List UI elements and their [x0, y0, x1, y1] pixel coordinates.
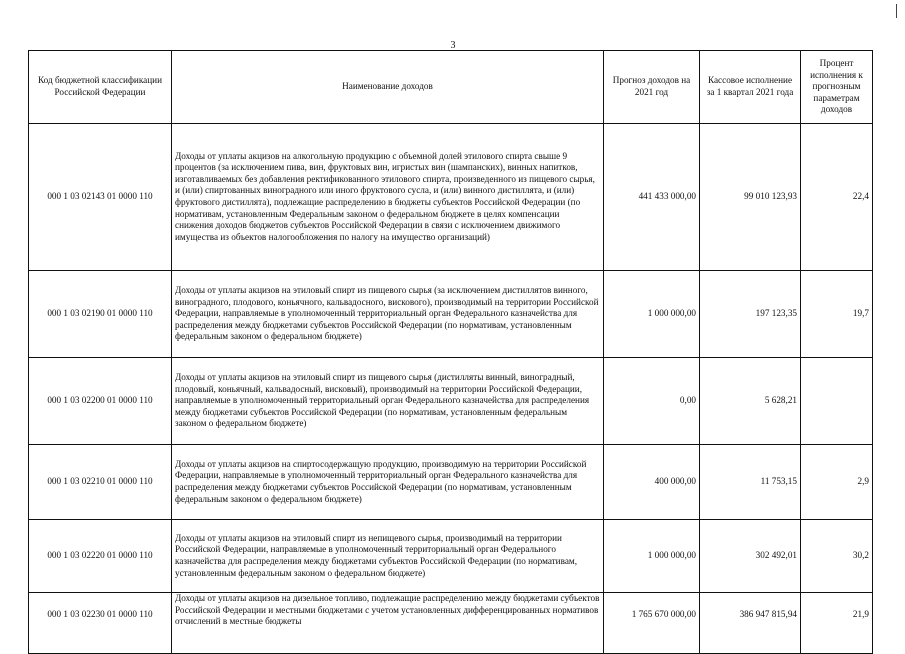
row-name: Доходы от уплаты акцизов на спиртосодержащую продукцию, производимую на территории Российской Федерации, направляемые в уполномоченный территориальный орган Федерального казначейства для распределения между бюджетами субъектов Российской Федерации (по нормативам, установленным федеральным законом о федеральном бюджете) — [172, 445, 604, 520]
revenue-table — [28, 50, 873, 654]
header-name: Наименование доходов — [172, 51, 604, 124]
row-code: 000 1 03 02200 01 0000 110 — [29, 358, 172, 445]
table-row — [29, 358, 873, 445]
row-percent — [801, 358, 873, 445]
row-code: 000 1 03 02143 01 0000 110 — [29, 124, 172, 271]
table-row — [29, 445, 873, 520]
row-cash: 197 123,35 — [700, 271, 801, 358]
row-cash: 302 492,01 — [700, 520, 801, 593]
row-forecast: 441 433 000,00 — [604, 124, 700, 271]
row-percent: 30,2 — [801, 520, 873, 593]
row-name: Доходы от уплаты акцизов на этиловый спирт из непищевого сырья, производимый на территории Российской Федерации, направляемые в уполномоченный территориальный орган Федерального казначейства для распределения между бюджетами субъектов Российской Федерации (по нормативам, установленным федеральным законом о федеральном бюджете) — [172, 520, 604, 593]
row-forecast: 0,00 — [604, 358, 700, 445]
table-header-row — [29, 51, 873, 124]
margin-mark — [896, 4, 897, 18]
row-percent: 22,4 — [801, 124, 873, 271]
header-cash: Кассовое исполнение за 1 квартал 2021 года — [700, 51, 801, 124]
table-row — [29, 124, 873, 271]
row-name: Доходы от уплаты акцизов на дизельное топливо, подлежащие распределению между бюджетами субъектов Российской Федерации и местными бюджетами с учетом установленных дифференцированных нормативов отчислений в местные бюджеты — [172, 593, 604, 654]
table-row — [29, 593, 873, 654]
row-forecast: 1 000 000,00 — [604, 520, 700, 593]
header-percent: Процент исполнения к прогнозным параметрам доходов — [801, 51, 873, 124]
row-name: Доходы от уплаты акцизов на алкогольную продукцию с объемной долей этилового спирта свыше 9 процентов (за исключением пива, вин, фруктовых вин, игристых вин (шампанских), винных напитков, изготавливаемых без добавления ректификованного этилового спирта, произведенного из пищевого сырья, и (или) спиртованных виноградного или иного фруктового сусла, и (или) винного дистиллята, и (или) фруктового дистиллята), подлежащие распределению в бюджеты субъектов Российской Федерации (по нормативам, установленным Федеральным законом о федеральном бюджете в целях компенсации снижения доходов бюджетов субъектов Российской Федерации в связи с исключением движимого имущества из объектов налогообложения по налогу на имущество организаций) — [172, 124, 604, 271]
row-name: Доходы от уплаты акцизов на этиловый спирт из пищевого сырья (дистилляты винный, виноградный, плодовый, коньячный, кальвадосный, висковый), производимый на территории Российской Федерации, направляемые в уполномоченный территориальный орган Федерального казначейства для распределения между бюджетами субъектов Российской Федерации (по нормативам, установленным федеральным законом о федеральном бюджете) — [172, 358, 604, 445]
row-percent: 21,9 — [801, 593, 873, 654]
row-percent: 2,9 — [801, 445, 873, 520]
row-cash: 5 628,21 — [700, 358, 801, 445]
row-code: 000 1 03 02220 01 0000 110 — [29, 520, 172, 593]
row-forecast: 1 000 000,00 — [604, 271, 700, 358]
row-percent: 19,7 — [801, 271, 873, 358]
header-forecast: Прогноз доходов на 2021 год — [604, 51, 700, 124]
row-cash: 99 010 123,93 — [700, 124, 801, 271]
table-row — [29, 520, 873, 593]
row-cash: 386 947 815,94 — [700, 593, 801, 654]
row-name: Доходы от уплаты акцизов на этиловый спирт из пищевого сырья (за исключением дистиллятов винного, виноградного, плодового, коньячного, кальвадосного, вискового), производимый на территории Российской Федерации, направляемые в уполномоченный территориальный орган Федерального казначейства для распределения между бюджетами субъектов Российской Федерации (по нормативам, установленным федеральным законом о федеральном бюджете) — [172, 271, 604, 358]
page-number: 3 — [450, 40, 456, 51]
row-code: 000 1 03 02210 01 0000 110 — [29, 445, 172, 520]
row-cash: 11 753,15 — [700, 445, 801, 520]
row-forecast: 1 765 670 000,00 — [604, 593, 700, 654]
row-code: 000 1 03 02190 01 0000 110 — [29, 271, 172, 358]
header-code: Код бюджетной классификации Российской Федерации — [29, 51, 172, 124]
row-forecast: 400 000,00 — [604, 445, 700, 520]
row-code: 000 1 03 02230 01 0000 110 — [29, 593, 172, 654]
table-row — [29, 271, 873, 358]
